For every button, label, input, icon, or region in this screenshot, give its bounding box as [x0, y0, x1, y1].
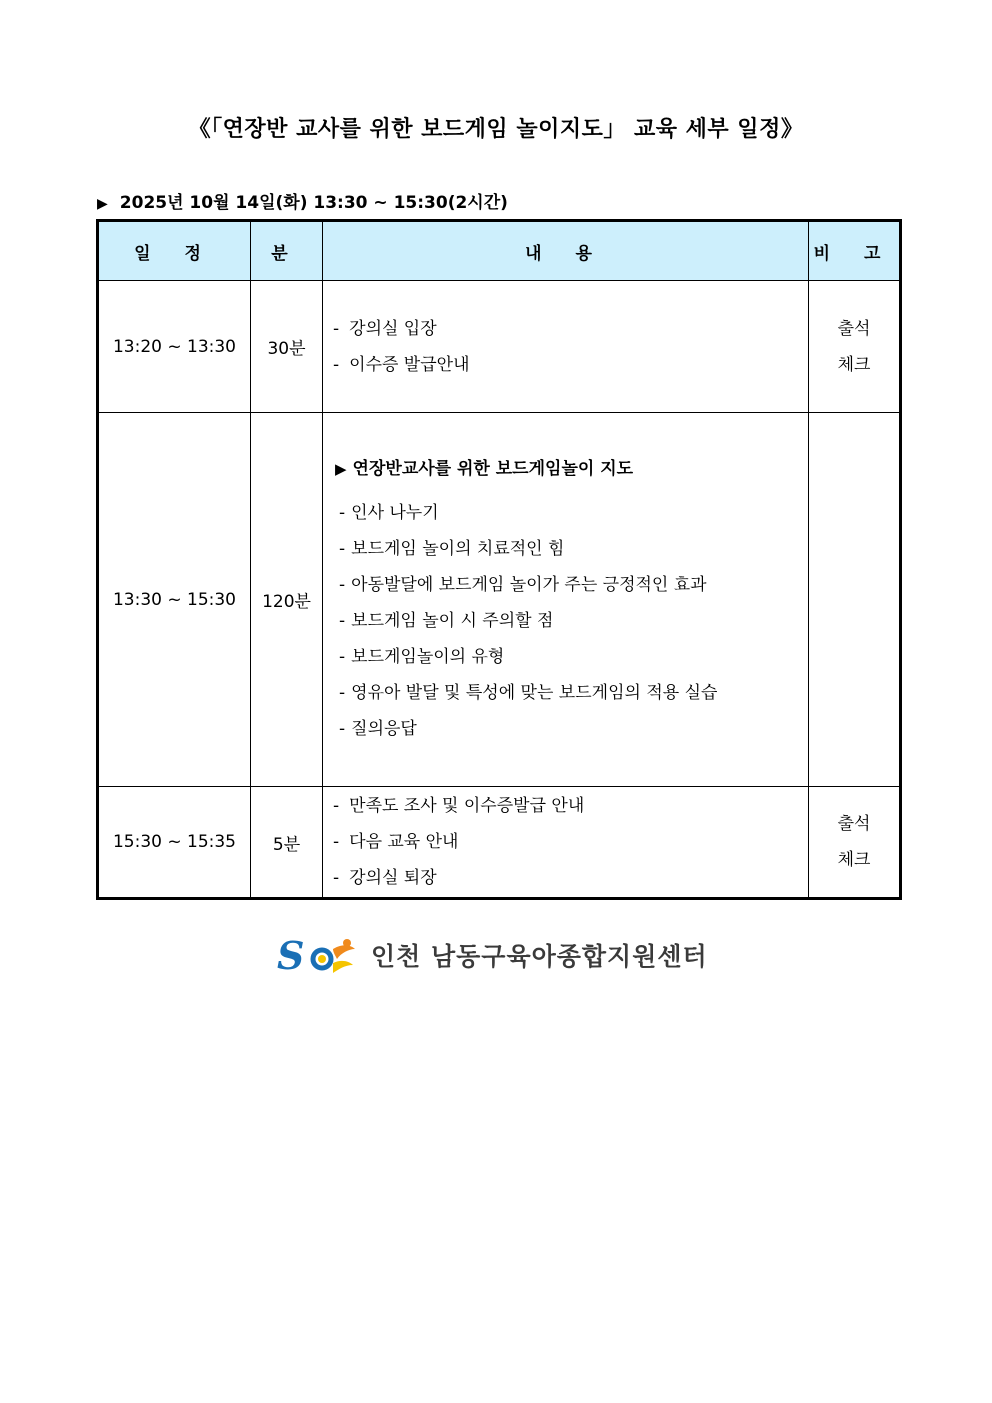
svg-text:S: S: [277, 935, 305, 975]
list-item: - 보드게임 놀이 시 주의할 점: [339, 610, 554, 631]
table-row: [98, 787, 901, 899]
list-item: - 영유아 발달 및 특성에 맞는 보드게임의 적용 실습: [339, 682, 718, 703]
schedule-table: [96, 219, 902, 900]
footer-logo: [277, 935, 708, 975]
row-note: [809, 413, 901, 787]
list-item: - 다음 교육 안내: [333, 832, 459, 852]
row-time: 13:20 ~ 13:30: [98, 281, 251, 413]
row-time: 15:30 ~ 15:35: [98, 787, 251, 899]
header-minutes: 분: [251, 221, 323, 281]
header-content: 내 용: [323, 221, 809, 281]
row-note: 출석 체크: [809, 787, 901, 899]
list-item: - 보드게임놀이의 유형: [339, 646, 505, 667]
list-item: - 인사 나누기: [339, 502, 439, 523]
row-content: [323, 281, 809, 413]
table-row: [98, 413, 901, 787]
table-row: [98, 281, 901, 413]
section-title: ▶ 연장반교사를 위한 보드게임놀이 지도: [335, 458, 634, 479]
row-minutes: 5분: [251, 787, 323, 899]
list-item: - 강의실 입장: [333, 318, 437, 339]
row-minutes: 120분: [251, 413, 323, 787]
schedule-date-text: 2025년 10월 14일(화) 13:30 ~ 15:30(2시간): [119, 193, 508, 213]
table-header-row: [98, 221, 901, 281]
list-item: - 이수증 발급안내: [333, 354, 470, 375]
list-item: - 아동발달에 보드게임 놀이가 주는 긍정적인 효과: [339, 574, 707, 595]
header-schedule: 일 정: [98, 221, 251, 281]
row-time: 13:30 ~ 15:30: [98, 413, 251, 787]
schedule-date: [97, 188, 508, 213]
center-logo-icon: [277, 935, 359, 975]
list-item: - 만족도 조사 및 이수증발급 안내: [333, 796, 585, 816]
list-item: - 보드게임 놀이의 치료적인 힘: [339, 538, 565, 559]
row-content: [323, 413, 809, 787]
list-item: - 강의실 퇴장: [333, 868, 437, 888]
row-note: 출석 체크: [809, 281, 901, 413]
arrow-right-icon: ▶: [335, 459, 347, 478]
arrow-right-icon: ▶: [97, 196, 108, 212]
organization-name: 인천 남동구육아종합지원센터: [371, 942, 708, 971]
header-note: 비 고: [809, 221, 901, 281]
row-minutes: 30분: [251, 281, 323, 413]
page-title: 《「연장반 교사를 위한 보드게임 놀이지도」 교육 세부 일정》: [188, 117, 804, 142]
list-item: - 질의응답: [339, 718, 417, 739]
row-content: [323, 787, 809, 899]
